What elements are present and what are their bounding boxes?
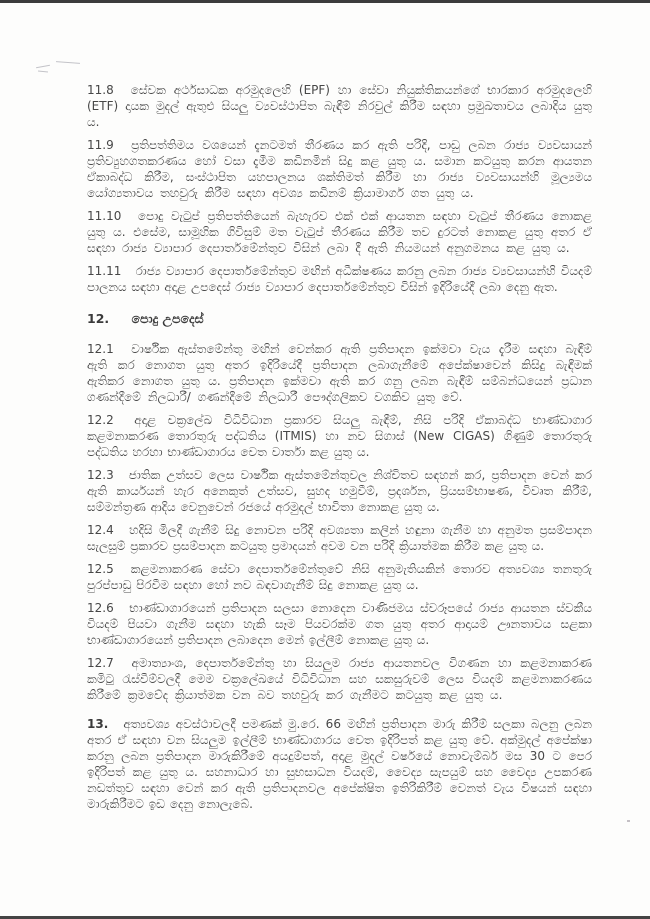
paragraph-number: 12.6 (87, 601, 114, 615)
paragraph-number: 11.10 (87, 209, 122, 223)
paragraph-11-8 (87, 82, 592, 130)
document-body (87, 82, 592, 819)
paragraph-12-4 (87, 522, 592, 554)
paragraph-11-10 (87, 208, 592, 256)
paragraph-12-1 (87, 341, 592, 405)
paragraph-number: 12.7 (87, 656, 114, 670)
paragraph-text: අදාළ චක්‍රලේඛ විධිවිධාන ප්‍රකාරව සියලු බැඳීම්, නිසි පරිදි ඒකාබද්ධ භාණ්ඩාගාර කළමනාකරණ තොරතුරු පද්ධතිය (ITMIS) හා නව සිගාස් (New CIGAS) ගිණුම් තොරතුරු පද්ධතිය හරහා භාණ්ඩාගාරය වෙත වාර්තා කළ යුතු ය. (87, 413, 592, 459)
paragraph-11-9 (87, 137, 592, 201)
paragraph-text: කළමනාකරණ සේවා දෙපාර්තමේන්තුවේ නිසි අනුමැතියකින් තොරව අත්‍යවශ්‍ය තනතුරු පුරප්පාඩු පිරවීම සඳහා හෝ නව බඳවාගැනීම් සිදු නොකළ යුතු ය. (87, 562, 592, 592)
paragraph-12-3 (87, 467, 592, 515)
paragraph-text: පොදු වැටුප් ප්‍රතිපත්තියෙන් බැහැරව එක් එක් ආයතන සඳහා වැටුප් තීරණය නොකළ යුතු ය. එසේම, සාමූහික ගිවිසුම් මත වැටුප් තීරණය කිරීම තව දුරටත් නොකළ යුතු අතර ඒ සඳහා රාජ්‍ය ව්‍යාපාර දෙපාර්තමේන්තුව විසින් ලබා දී ඇති නියමයන් අනුගමනය කළ යුතු ය. (87, 209, 592, 255)
paragraph-number: 12.5 (87, 562, 114, 576)
paragraph-number: 11.11 (87, 264, 122, 278)
pencil-mark-artifact (38, 70, 48, 72)
paragraph-text: වාර්ෂික ඇස්තමේන්තු මඟින් වෙන්කර ඇති ප්‍රතිපාදන ඉක්මවා වැය දැරීම සඳහා බැඳීම් ඇති කර නොගත යුතු අතර ඉදිරියේදී ප්‍රතිපාදන ලබාගැනීමේ අපේක්ෂාවෙන් කිසිදු බැඳීමක් ඇතිකර නොගත යුතු ය. ප්‍රතිපාදන ඉක්මවා ඇති කර ගනු ලබන බැඳීම් සම්බන්ධයෙන් ප්‍රධාන ගණන්දීමේ නිලධාරී/ ගණන්දීමේ නිලධාරී පෞද්ගලිකව වගකිව යුතු වේ. (87, 342, 592, 404)
paragraph-12-2 (87, 412, 592, 460)
paragraph-13 (87, 716, 592, 812)
paragraph-number: 12.1 (87, 342, 114, 356)
paragraph-number: 12.2 (87, 413, 114, 427)
paragraph-text: ජාතික උත්සව ලෙස වාර්ෂික ඇස්තමේන්තුවල නිශ්චිතව සඳහන් කර, ප්‍රතිපාදන වෙන් කර ඇති කාර්යයන් හැර අනෙකුත් උත්සව, සුහද හමුවීම්, ප්‍රදර්ශන, ප්‍රියසම්භාෂණ, විවෘත කිරීම්, සම්මන්ත්‍රණ ආදිය වෙනුවෙන් රජයේ අරමුදල් භාවිතා නොකළ යුතු ය. (87, 468, 592, 514)
paragraph-text: අමාත්‍යාංශ, දෙපාර්තමේන්තු හා සියලුම රාජ්‍ය ආයතනවල විගණන හා කළමනාකරණ කමිටු රැස්වීම්වලදී මෙම චක්‍රලේඛයේ විධිවිධාන සහ සකසුරුවම් ලෙස වියදම් කළමනාකරණය කිරීමේ ක්‍රමවේද ක්‍රියාත්මක වන බව තහවුරු කර ගැනීමට කටයුතු කළ යුතු ය. (87, 656, 592, 702)
paragraph-12-5 (87, 561, 592, 593)
paragraph-12-7 (87, 655, 592, 703)
paragraph-11-11 (87, 263, 592, 295)
section-12-heading (87, 311, 592, 327)
paragraph-text: සේවක අර්ථසාධක අරමුදලෙහි (EPF) හා සේවා නියුක්තිකයන්ගේ භාරකාර අරමුදලෙහි (ETF) දායක මුදල් ඇතුළු සියලු ව්‍යවස්ථාපිත බැඳීම් නිරවුල් කිරීම සඳහා ප්‍රමුඛතාවය ලබාදිය යුතු ය. (87, 83, 592, 129)
paragraph-text: හදිසි මිලදී ගැනීම් සිදු නොවන පරිදි අවශ්‍යතා කලින් හඳුනා ගැනීම හා අනුමත ප්‍රසම්පාදන සැලසුම් ප්‍රකාරව ප්‍රසම්පාදන කටයුතු ප්‍රමාදයන් අවම වන පරිදි ක්‍රියාත්මක කිරීම කළ යුතු ය. (87, 523, 592, 553)
scan-border-top (0, 0, 650, 3)
paragraph-text: අත්‍යවශ්‍ය අවස්ථාවලදී පමණක් මු.රෙ. 66 මඟින් ප්‍රතිපාදන මාරු කිරීම් සලකා බලනු ලබන අතර ඒ සඳහා වන සියලුම ඉල්ලීම් භාණ්ඩාගාරය වෙත ඉදිරිපත් කළ යුතු වේ. අක්මුදල් අපේක්ෂා කරනු ලබන ප්‍රතිපාදන මාරුකිරීමේ අයදුම්පත්, අදාළ මුදල් වර්ෂයේ නොවැම්බර් මස 30 ට පෙර ඉදිරිපත් කළ යුතු ය. සහනාධාර හා සුභසාධන වියදම්, වෛද්‍ය සැපයුම් සහ වෛද්‍ය උපකරණ නඩත්තුව සඳහා වෙන් කර ඇති ප්‍රතිපාදනවල අපේක්ෂිත ඉතිරිකිරීම් වෙනත් වැය විෂයන් සඳහා මාරුකිරීමට ඉඩ දෙනු නොලැබේ. (87, 717, 592, 811)
section-number: 12. (87, 311, 110, 326)
scan-speck-artifact (627, 820, 630, 822)
paragraph-text: ප්‍රතිපත්තිමය වශයෙන් දැනටමත් තීරණය කර ඇති පරිදි, පාඩු ලබන රාජ්‍ය ව්‍යවසායන් ප්‍රතිව්‍යුහගතකරණය හෝ වසා දැමීම කඩිනමින් සිදු කළ යුතු ය. සමාන කටයුතු කරන ආයතන ඒකාබද්ධ කිරීම, සංස්ථාපිත යහපාලනය ශක්තිමත් කිරීම හා රාජ්‍ය ව්‍යවසායන්හි මූල්‍යමය යෝග්‍යතාවය තහවුරු කිරීම සඳහා අවශ්‍ය කඩිනම් ක්‍රියාමාර්ග ගත යුතු ය. (87, 138, 592, 200)
paragraph-number: 13. (87, 717, 109, 731)
paragraph-number: 12.3 (87, 468, 114, 482)
paragraph-number: 11.9 (87, 138, 114, 152)
paragraph-text: රාජ්‍ය ව්‍යාපාර දෙපාර්තමේන්තුව මඟින් අධීක්ෂණය කරනු ලබන රාජ්‍ය ව්‍යවසායන්හි වියදම් පාලනය සඳහා අදාළ උපදෙස් රාජ්‍ය ව්‍යාපාර දෙපාර්තමේන්තුව විසින් ඉදිරියේදී ලබා දෙනු ඇත. (87, 264, 592, 294)
paragraph-number: 12.4 (87, 523, 114, 537)
paragraph-12-6 (87, 600, 592, 648)
paragraph-text: භාණ්ඩාගාරයෙන් ප්‍රතිපාදන සලසා නොදෙන වාණිජමය ස්වරූපයේ රාජ්‍ය ආයතන ස්වකීය වියදම් පියවා ගැනීම සඳහා හැකි සෑම පියවරක්ම ගත යුතු අතර ආදායම් ඌනතාවය සළකා භාණ්ඩාගාරයෙන් ප්‍රතිපාදන ලබාදෙන මෙන් ඉල්ලීම් නොකළ යුතු ය. (87, 601, 592, 647)
section-title: පොදු උපදෙස් (131, 311, 204, 326)
pencil-mark-artifact (36, 65, 50, 68)
paragraph-number: 11.8 (87, 83, 114, 97)
pencil-mark-artifact (56, 61, 80, 64)
